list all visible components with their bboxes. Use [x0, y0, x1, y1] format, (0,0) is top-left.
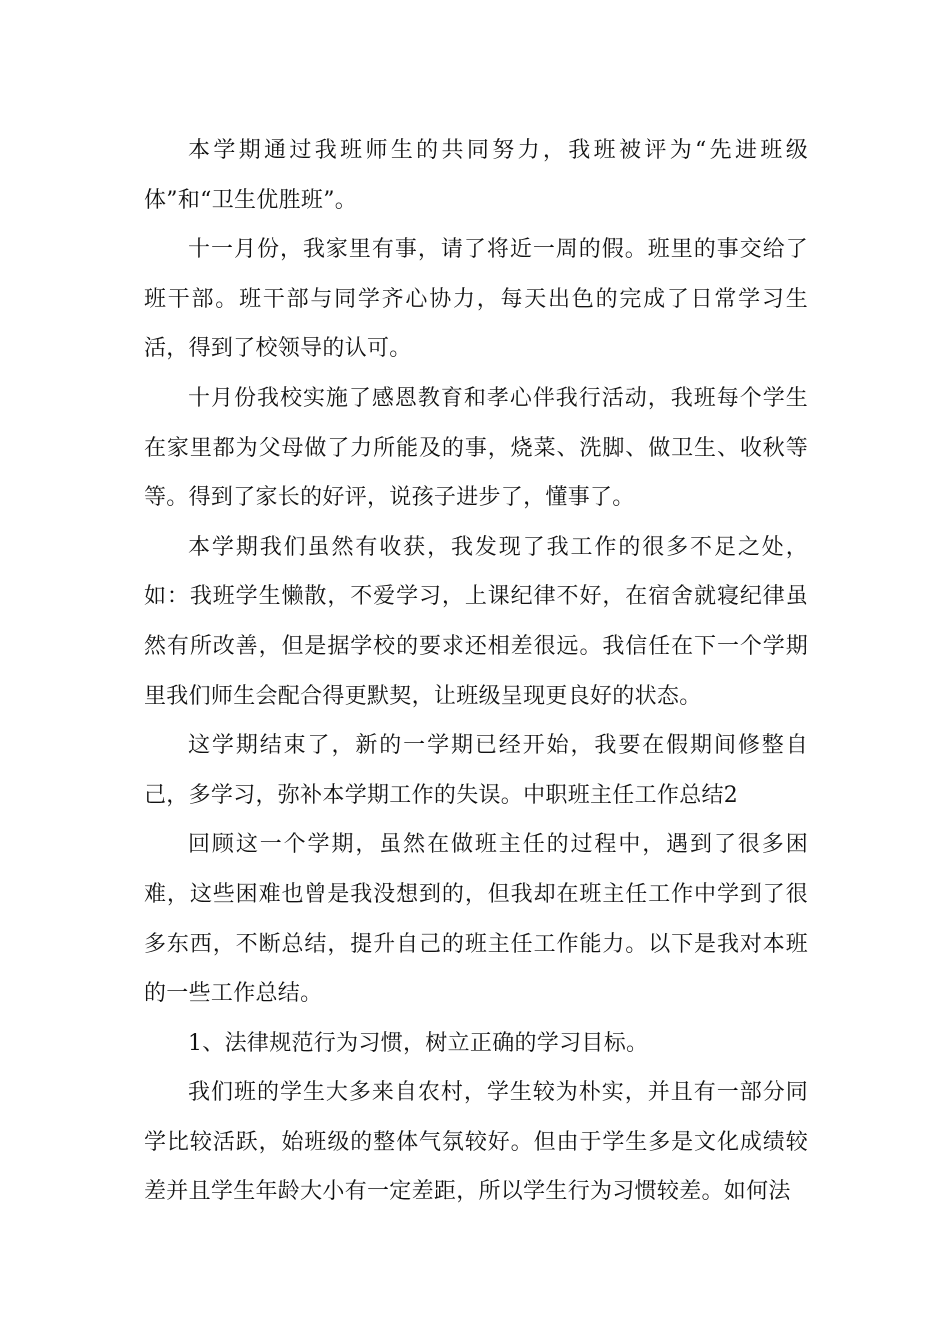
paragraph-6: 回顾这一个学期，虽然在做班主任的过程中，遇到了很多困难，这些困难也曾是我没想到的，但我却在班主任工作中学到了很多东西，不断总结，提升自己的班主任工作能力。以下是我对本班的一些工作总结。 — [144, 832, 808, 1007]
paragraph-5: 这学期结束了，新的一学期已经开始，我要在假期间修整自己，多学习，弥补本学期工作的失误。中职班主任工作总结2 — [144, 733, 808, 808]
paragraph-8: 我们班的学生大多来自农村，学生较为朴实，并且有一部分同学比较活跃，始班级的整体气氛较好。但由于学生多是文化成绩较差并且学生年龄大小有一定差距，所以学生行为习惯较差。如何法 — [144, 1080, 808, 1205]
paragraph-1: 本学期通过我班师生的共同努力，我班被评为“先进班级体”和“卫生优胜班”。 — [144, 138, 808, 213]
paragraph-4: 本学期我们虽然有收获，我发现了我工作的很多不足之处，如：我班学生懒散，不爱学习，上课纪律不好，在宿舍就寝纪律虽然有所改善，但是据学校的要求还相差很远。我信任在下一个学期里我们师生会配合得更默契，让班级呈现更良好的状态。 — [144, 534, 808, 709]
paragraph-2: 十一月份，我家里有事，请了将近一周的假。班里的事交给了班干部。班干部与同学齐心协力，每天出色的完成了日常学习生活，得到了校领导的认可。 — [144, 237, 808, 362]
paragraph-3: 十月份我校实施了感恩教育和孝心伴我行活动，我班每个学生在家里都为父母做了力所能及的事，烧菜、洗脚、做卫生、收秋等等。得到了家长的好评，说孩子进步了，懂事了。 — [144, 385, 808, 511]
document-body — [144, 126, 808, 1217]
paragraph-7: 1、法律规范行为习惯，树立正确的学习目标。 — [188, 1030, 649, 1056]
